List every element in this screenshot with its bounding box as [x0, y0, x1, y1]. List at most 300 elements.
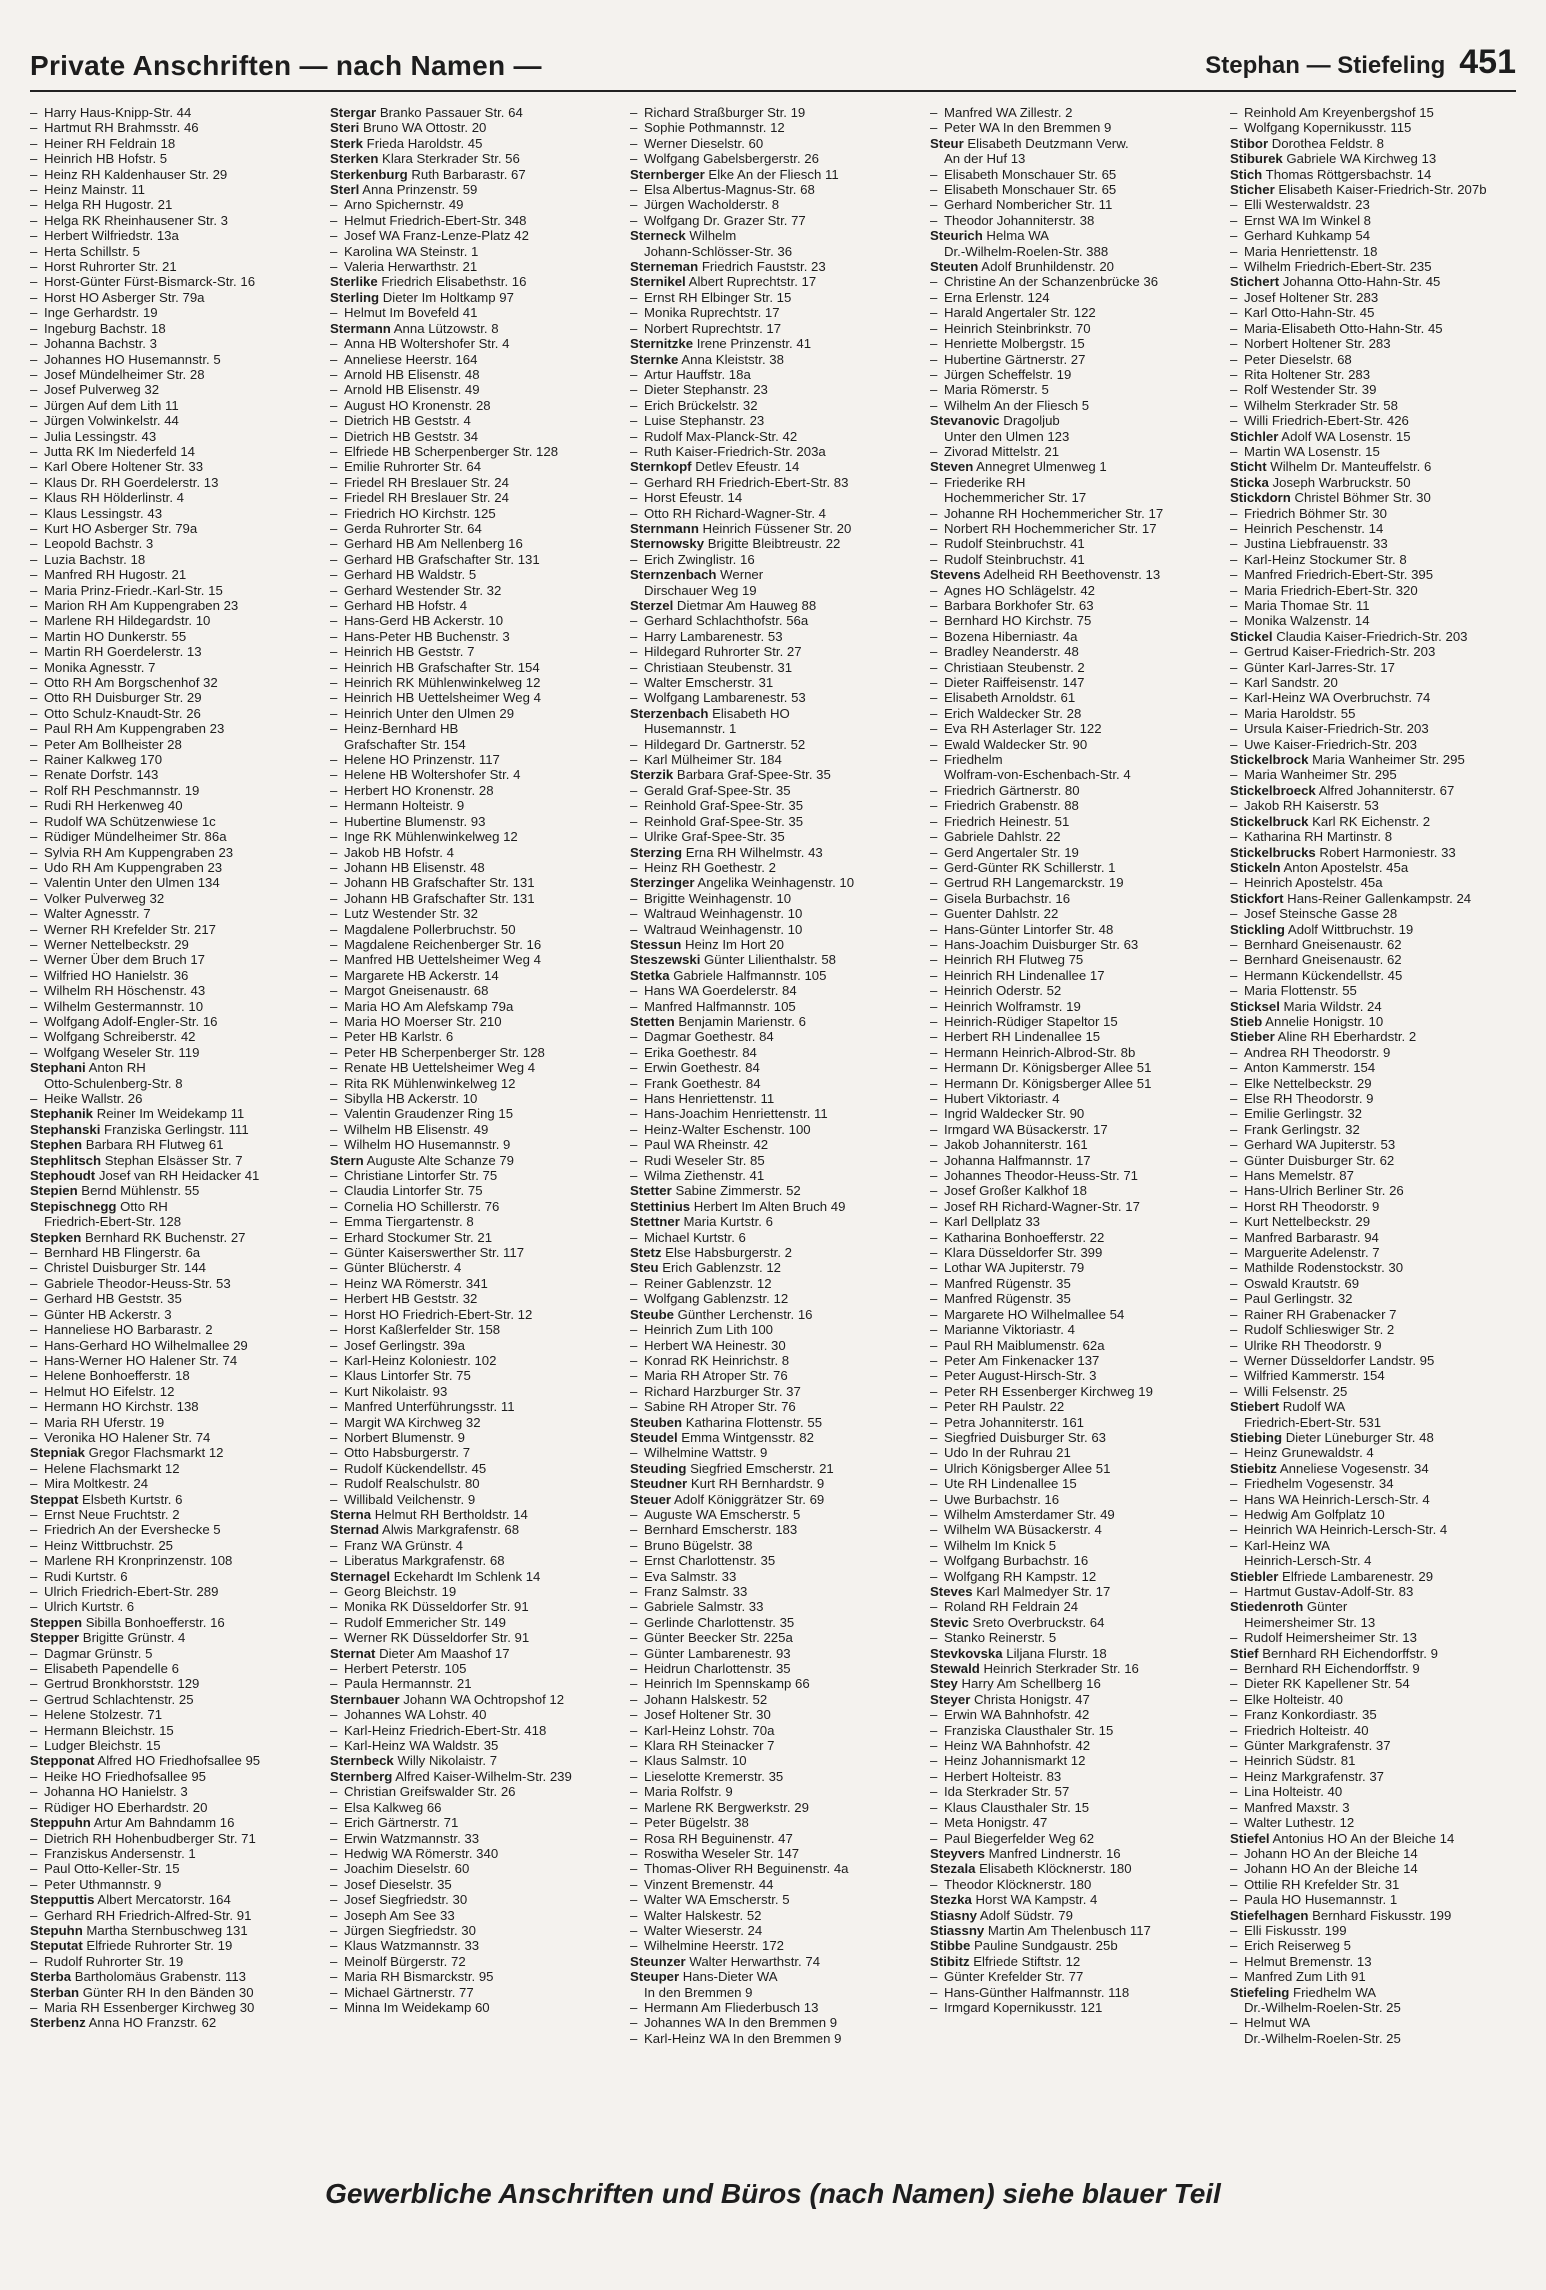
list-item: – Heinz WA Römerstr. 341	[330, 1276, 616, 1291]
list-item: – Josef Großer Kalkhof 18	[930, 1183, 1216, 1198]
list-item: – Thomas-Oliver RH Beguinenstr. 4a	[630, 1861, 916, 1876]
surname: Stiefeling	[1230, 1984, 1290, 2000]
list-item: – Wilhelmine Heerstr. 172	[630, 1938, 916, 1953]
surname-entry	[30, 1492, 316, 1507]
list-item: – Ewald Waldecker Str. 90	[930, 737, 1216, 752]
entry-details: Anna Kleiststr. 38	[678, 351, 784, 367]
list-item: – Marlene RH Kronprinzenstr. 108	[30, 1553, 316, 1568]
entry-details: Martha Sternbuschweg 131	[82, 1922, 248, 1938]
surname-entry	[930, 1908, 1216, 1923]
surname-entry	[930, 1846, 1216, 1861]
list-item: – Reinhold Graf-Spee-Str. 35	[630, 798, 916, 813]
list-item: – Wilhelm An der Fliesch 5	[930, 398, 1216, 413]
list-item: – Lutz Westender Str. 32	[330, 906, 616, 921]
list-item: – Josef Siegfriedstr. 30	[330, 1892, 616, 1907]
surname: Stey	[930, 1676, 958, 1692]
list-item: – Peter HB Scherpenberger Str. 128	[330, 1045, 616, 1060]
list-item: – Dieter RK Kapellener Str. 54	[1230, 1676, 1516, 1691]
list-item: – Gertrud Kaiser-Friedrich-Str. 203	[1230, 644, 1516, 659]
surname-entry	[930, 1661, 1216, 1676]
list-item: – Jürgen Auf dem Lith 11	[30, 398, 316, 413]
page-number: 451	[1459, 43, 1516, 81]
list-item: – Heinz Mainstr. 11	[30, 182, 316, 197]
list-item: – Heinrich Apostelstr. 45a	[1230, 875, 1516, 890]
surname-entry	[1230, 182, 1516, 197]
list-item: – Klaus Salmstr. 10	[630, 1753, 916, 1768]
entry-details: Liljana Flurstr. 18	[1002, 1645, 1107, 1661]
surname-entry	[1230, 783, 1516, 798]
surname-entry	[630, 1214, 916, 1229]
entry-continuation: Wolfram-von-Eschenbach-Str. 4	[944, 767, 1131, 783]
surname-entry	[930, 1584, 1216, 1599]
surname-entry	[1230, 1908, 1516, 1923]
list-item: – Hans Memelstr. 87	[1230, 1168, 1516, 1183]
list-item: – Jakob HB Hofstr. 4	[330, 845, 616, 860]
list-item: – Hans-Peter HB Buchenstr. 3	[330, 629, 616, 644]
surname-entry	[1230, 1399, 1516, 1414]
list-item: – Helene Stolzestr. 71	[30, 1707, 316, 1722]
list-item: – Minna Im Weidekamp 60	[330, 2000, 616, 2015]
entry-details: Walter Herwarthstr. 74	[685, 1953, 821, 1969]
list-item: – Rudolf Schlieswiger Str. 2	[1230, 1322, 1516, 1337]
list-item: – Auguste WA Emscherstr. 5	[630, 1507, 916, 1522]
surname-entry	[30, 1183, 316, 1198]
list-item: – Johanna Bachstr. 3	[30, 336, 316, 351]
list-item: – Gertrud Schlachtenstr. 25	[30, 1692, 316, 1707]
surname-entry	[630, 968, 916, 983]
list-item: – Wolfgang Gablenzstr. 12	[630, 1291, 916, 1306]
list-item: – Manfred Maxstr. 3	[1230, 1800, 1516, 1815]
surname: Stieber	[1230, 1029, 1275, 1045]
surname: Steudel	[630, 1429, 678, 1445]
entry-details: Rudolf WA	[1279, 1399, 1346, 1415]
surname-entry	[630, 937, 916, 952]
list-item: – Paul RH Am Kuppengraben 23	[30, 721, 316, 736]
surname-entry	[630, 1245, 916, 1260]
entry-details: Brigitte Grünstr. 4	[79, 1630, 186, 1646]
list-item: – Dagmar Grünstr. 5	[30, 1646, 316, 1661]
list-item: – Paul WA Rheinstr. 42	[630, 1137, 916, 1152]
surname-entry	[30, 1938, 316, 1953]
surname-entry	[30, 1060, 316, 1075]
surname: Stiefel	[1230, 1830, 1270, 1846]
surname-entry	[630, 352, 916, 367]
list-item: – Margarete HO Wilhelmallee 54	[930, 1307, 1216, 1322]
list-item: – Margit WA Kirchweg 32	[330, 1415, 616, 1430]
list-item: – Walter Luthestr. 12	[1230, 1815, 1516, 1830]
list-item: – Ludger Bleichstr. 15	[30, 1738, 316, 1753]
list-item: – Katharina Bonhoefferstr. 22	[930, 1230, 1216, 1245]
list-item: – Friedrich HO Kirchstr. 125	[330, 506, 616, 521]
surname-entry	[330, 1569, 616, 1584]
surname: Stergar	[330, 105, 377, 120]
list-item: – Kurt Nettelbeckstr. 29	[1230, 1214, 1516, 1229]
list-item: – Ulrich Königsberger Allee 51	[930, 1461, 1216, 1476]
list-item: – Maria Prinz-Friedr.-Karl-Str. 15	[30, 583, 316, 598]
list-item: – Peter RH Paulstr. 22	[930, 1399, 1216, 1414]
surname: Stessun	[630, 936, 682, 952]
list-item: – Werner Nettelbeckstr. 29	[30, 937, 316, 952]
surname: Stepper	[30, 1630, 80, 1646]
list-item: – Bruno Bügelstr. 38	[630, 1538, 916, 1553]
surname-entry	[30, 1892, 316, 1907]
list-item: – Jürgen Wacholderstr. 8	[630, 197, 916, 212]
list-item: – Günter Kaiserswerther Str. 117	[330, 1245, 616, 1260]
list-item: – Elfriede HB Scherpenberger Str. 128	[330, 444, 616, 459]
list-item: – Manfred HB Uettelsheimer Weg 4	[330, 952, 616, 967]
surname-entry	[1230, 1985, 1516, 2000]
list-item: – Hermann Dr. Königsberger Allee 51	[930, 1060, 1216, 1075]
surname-entry	[630, 567, 916, 582]
list-item: – Franziska Clausthaler Str. 15	[930, 1723, 1216, 1738]
list-item: – Werner RK Düsseldorfer Str. 91	[330, 1630, 616, 1645]
entry-details: Angelika Weinhagenstr. 10	[694, 875, 855, 891]
list-item: – Bernhard RH Eichendorffstr. 9	[1230, 1661, 1516, 1676]
list-item: – Wolfgang Gabelsbergerstr. 26	[630, 151, 916, 166]
surname-entry	[930, 1892, 1216, 1907]
list-item: – Gerhard RH Friedrich-Ebert-Str. 83	[630, 475, 916, 490]
surname-entry	[330, 1507, 616, 1522]
list-item: – Helmut Friedrich-Ebert-Str. 348	[330, 213, 616, 228]
list-item: – Maria RH Essenberger Kirchweg 30	[30, 2000, 316, 2015]
entry-details: Adolf Brunhildenstr. 20	[978, 259, 1114, 275]
surname-entry	[930, 1692, 1216, 1707]
list-item: – Christine An der Schanzenbrücke 36	[930, 274, 1216, 289]
list-item: – Hans WA Heinrich-Lersch-Str. 4	[1230, 1492, 1516, 1507]
list-item: – Wilhelm Gestermannstr. 10	[30, 999, 316, 1014]
entry-continuation: Dr.-Wilhelm-Roelen-Str. 25	[1244, 1999, 1401, 2015]
entry-details: Christel Böhmer Str. 30	[1290, 490, 1431, 506]
surname-entry	[930, 1923, 1216, 1938]
header-section-title: Private Anschriften — nach Namen —	[30, 50, 542, 81]
list-item: – Heinrich RK Mühlenwinkelweg 12	[330, 675, 616, 690]
surname: Stichert	[1230, 274, 1280, 290]
entry-details: Irene Prinzenstr. 41	[693, 336, 812, 352]
list-item: – Karl-Heinz Koloniestr. 102	[330, 1353, 616, 1368]
surname-entry	[330, 321, 616, 336]
list-item: – Hans-Günther Halfmannstr. 118	[930, 1985, 1216, 2000]
list-item: – Theodor Klöcknerstr. 180	[930, 1877, 1216, 1892]
list-item: – Bernhard Emscherstr. 183	[630, 1522, 916, 1537]
list-item: – Hermann HO Kirchstr. 138	[30, 1399, 316, 1414]
list-item: – Margarete HB Ackerstr. 14	[330, 968, 616, 983]
list-item: – Julia Lessingstr. 43	[30, 429, 316, 444]
entry-continuation: Husemannstr. 1	[644, 721, 737, 737]
list-item: – Gerhard HB Grafschafter Str. 131	[330, 552, 616, 567]
entry-details: Albert Ruprechtstr. 17	[685, 274, 817, 290]
list-item: – Uwe Kaiser-Friedrich-Str. 203	[1230, 737, 1516, 752]
list-item: – Sylvia RH Am Kuppengraben 23	[30, 845, 316, 860]
entry-details: Adelheid RH Beethovenstr. 13	[980, 567, 1161, 583]
list-item: – Herta Schillstr. 5	[30, 244, 316, 259]
surname-entry	[330, 167, 616, 182]
list-item: – Valeria Herwarthstr. 21	[330, 259, 616, 274]
entry-details: Brigitte Bleibtreustr. 22	[704, 536, 841, 552]
surname-entry	[930, 1646, 1216, 1661]
surname-entry	[30, 1630, 316, 1645]
entry-details: Sibilla Bonhoefferstr. 16	[82, 1614, 225, 1630]
list-item: – Hermann Heinrich-Albrod-Str. 8b	[930, 1045, 1216, 1060]
entry-details: Anton RH	[85, 1060, 146, 1076]
list-item: – Gabriele Theodor-Heuss-Str. 53	[30, 1276, 316, 1291]
entry-details: Stephan Elsässer Str. 7	[101, 1152, 243, 1168]
list-item: – Heike Wallstr. 26	[30, 1091, 316, 1106]
surname-entry	[30, 1815, 316, 1830]
list-item: – Rudi Kurtstr. 6	[30, 1569, 316, 1584]
list-item: – Martin RH Goerdelerstr. 13	[30, 644, 316, 659]
list-item: – Theodor Johanniterstr. 38	[930, 213, 1216, 228]
surname-entry	[1230, 151, 1516, 166]
list-item: – Elsa Albertus-Magnus-Str. 68	[630, 182, 916, 197]
list-item: – Helene HB Woltershofer Str. 4	[330, 767, 616, 782]
surname-entry	[30, 1985, 316, 2000]
surname: Stiebler	[1230, 1568, 1279, 1584]
list-item: – Rudolf Kückendellstr. 45	[330, 1461, 616, 1476]
surname: Sterban	[30, 1984, 80, 2000]
surname: Sterken	[330, 151, 379, 167]
list-item: – Ingeburg Bachstr. 18	[30, 321, 316, 336]
entry-details: Maria Wanheimer Str. 295	[1308, 752, 1465, 768]
list-item: – Maria Wanheimer Str. 295	[1230, 767, 1516, 782]
list-item: – Heidrun Charlottenstr. 35	[630, 1661, 916, 1676]
list-item: – Manfred WA Zillestr. 2	[930, 105, 1216, 120]
list-item: – Irmgard WA Büsackerstr. 17	[930, 1122, 1216, 1137]
entry-details: Bernhard RK Buchenstr. 27	[81, 1229, 246, 1245]
list-item: – Herbert HO Kronenstr. 28	[330, 783, 616, 798]
list-item: – Hildegard Dr. Gartnerstr. 52	[630, 737, 916, 752]
surname: Stiebing	[1230, 1429, 1283, 1445]
list-item: – Jutta RK Im Niederfeld 14	[30, 444, 316, 459]
surname: Stezala	[930, 1861, 976, 1877]
list-item: – Helmut Bremenstr. 13	[1230, 1954, 1516, 1969]
list-item: – Ernst Charlottenstr. 35	[630, 1553, 916, 1568]
list-item: – Cornelia HO Schillerstr. 76	[330, 1199, 616, 1214]
surname: Steppat	[30, 1491, 79, 1507]
entry-details: Johann WA Ochtropshof 12	[399, 1691, 565, 1707]
list-item: – Karl Otto-Hahn-Str. 45	[1230, 305, 1516, 320]
list-item: – Luise Stephanstr. 23	[630, 413, 916, 428]
entry-details: Günter	[1303, 1599, 1348, 1615]
surname: Stermann	[330, 320, 391, 336]
surname: Sternmann	[630, 520, 699, 536]
surname-entry	[1230, 999, 1516, 1014]
list-item: – Heinz-Walter Eschenstr. 100	[630, 1122, 916, 1137]
entry-continuation: Friedrich-Ebert-Str. 128	[44, 1214, 182, 1230]
list-item: – Elisabeth Papendelle 6	[30, 1661, 316, 1676]
list-item: – Bozena Hiberniastr. 4a	[930, 629, 1216, 644]
list-item: – Christel Duisburger Str. 144	[30, 1260, 316, 1275]
entry-details: Alfred Kaiser-Wilhelm-Str. 239	[392, 1768, 572, 1784]
list-item: – Wolfgang Schreiberstr. 42	[30, 1029, 316, 1044]
surname-entry	[630, 875, 916, 890]
list-item: – Klaus Lessingstr. 43	[30, 506, 316, 521]
surname: Sterling	[330, 289, 380, 305]
surname-entry	[1230, 136, 1516, 151]
entry-continuation: Dirschauer Weg 19	[644, 582, 757, 598]
list-item: – Walter Wieserstr. 24	[630, 1923, 916, 1938]
list-item: – Josef Gerlingstr. 39a	[330, 1338, 616, 1353]
list-item: – Marion RH Am Kuppengraben 23	[30, 598, 316, 613]
surname-entry	[1230, 1461, 1516, 1476]
list-item: – Magdalene Pollerbruchstr. 50	[330, 922, 616, 937]
list-item: – Valentin Unter den Ulmen 134	[30, 875, 316, 890]
surname-entry	[1230, 490, 1516, 505]
entry-details: Wilhelm	[685, 228, 737, 244]
entry-details: Katharina Flottenstr. 55	[682, 1414, 823, 1430]
surname-entry	[630, 952, 916, 967]
list-item: – Karl-Heinz WA	[1230, 1538, 1516, 1553]
list-item: – Meta Honigstr. 47	[930, 1815, 1216, 1830]
surname-entry	[330, 182, 616, 197]
list-item: – Brigitte Weinhagenstr. 10	[630, 891, 916, 906]
list-item: – Peter Dieselstr. 68	[1230, 352, 1516, 367]
list-item: – Maria Thomae Str. 11	[1230, 598, 1516, 613]
list-item: – Erich Reiserweg 5	[1230, 1938, 1516, 1953]
surname: Sternitzke	[630, 336, 694, 352]
surname-entry	[30, 1969, 316, 1984]
surname-entry	[330, 1153, 616, 1168]
list-item: – Siegfried Duisburger Str. 63	[930, 1430, 1216, 1445]
surname: Stepken	[30, 1229, 82, 1245]
list-item: – Konrad RK Heinrichstr. 8	[630, 1353, 916, 1368]
surname-entry	[630, 1307, 916, 1322]
surname-entry	[330, 290, 616, 305]
list-item: – Renate Dorfstr. 143	[30, 767, 316, 782]
entry-details: Dieter Am Maashof 17	[375, 1645, 510, 1661]
entry-details: Erna RH Wilhelmstr. 43	[682, 844, 823, 860]
list-item: – Johann HB Grafschafter Str. 131	[330, 875, 616, 890]
surname-entry	[1230, 167, 1516, 182]
list-item: – Mathilde Rodenstockstr. 30	[1230, 1260, 1516, 1275]
entry-details: Branko Passauer Str. 64	[376, 105, 523, 120]
entry-details: Karl RK Eichenstr. 2	[1308, 813, 1431, 829]
surname-entry	[630, 521, 916, 536]
entry-details: Josef van RH Heidacker 41	[95, 1168, 260, 1184]
list-item: – Rüdiger Mündelheimer Str. 86a	[30, 829, 316, 844]
list-item: – Otto RH Duisburger Str. 29	[30, 690, 316, 705]
list-item: – Gabriele Salmstr. 33	[630, 1599, 916, 1614]
list-item: – Heinrich HB Hofstr. 5	[30, 151, 316, 166]
entry-continuation: Otto-Schulenberg-Str. 8	[44, 1075, 183, 1091]
surname: Stickeln	[1230, 859, 1281, 875]
surname: Stiassny	[930, 1922, 985, 1938]
entry-details: Günter RH In den Bänden 30	[79, 1984, 254, 2000]
entry-details: Hans-Reiner Gallenkampstr. 24	[1283, 890, 1472, 906]
list-item: – Heike HO Friedhofsallee 95	[30, 1769, 316, 1784]
surname: Steppen	[30, 1614, 83, 1630]
entry-details: Adolf Wittbruchstr. 19	[1284, 921, 1414, 937]
list-item: – Eva Salmstr. 33	[630, 1569, 916, 1584]
list-item: – Josef Dieselstr. 35	[330, 1877, 616, 1892]
list-item: – Monika RK Düsseldorfer Str. 91	[330, 1599, 616, 1614]
surname: Steuben	[630, 1414, 683, 1430]
list-item: – Elli Westerwaldstr. 23	[1230, 197, 1516, 212]
list-item: – Wilhelmine Wattstr. 9	[630, 1445, 916, 1460]
surname-entry	[630, 336, 916, 351]
list-item: – Wilma Ziethenstr. 41	[630, 1168, 916, 1183]
surname: Stevic	[930, 1614, 969, 1630]
list-item: – Ulrich Friedrich-Ebert-Str. 289	[30, 1584, 316, 1599]
list-item: – Ottilie RH Krefelder Str. 31	[1230, 1877, 1516, 1892]
list-item: – Monika Agnesstr. 7	[30, 660, 316, 675]
list-item: – Friedrich Böhmer Str. 30	[1230, 506, 1516, 521]
surname: Sticht	[1230, 459, 1267, 475]
surname-entry	[630, 167, 916, 182]
entry-continuation: Dr.-Wilhelm-Roelen-Str. 388	[944, 243, 1109, 259]
list-item: – Willi Friedrich-Ebert-Str. 426	[1230, 413, 1516, 428]
list-item: – Arno Spichernstr. 49	[330, 197, 616, 212]
list-item: – Erna Erlenstr. 124	[930, 290, 1216, 305]
surname: Stephen	[30, 1137, 83, 1153]
list-item: – Sophie Pothmannstr. 12	[630, 120, 916, 135]
list-item: – Udo RH Am Kuppengraben 23	[30, 860, 316, 875]
list-item: – Hermann Holteistr. 9	[330, 798, 616, 813]
list-item: – Waltraud Weinhagenstr. 10	[630, 906, 916, 921]
list-item: – Dietrich RH Hohenbudberger Str. 71	[30, 1831, 316, 1846]
entry-details: Helmut RH Bertholdstr. 14	[371, 1506, 528, 1522]
list-item: – Helmut Im Bovefeld 41	[330, 305, 616, 320]
entry-details: Anneliese Vogesenstr. 34	[1276, 1460, 1429, 1476]
list-item: – Emilie Ruhrorter Str. 64	[330, 459, 616, 474]
list-item: – Wolfgang Burbachstr. 16	[930, 1553, 1216, 1568]
surname: Sticka	[1230, 474, 1269, 490]
column-5	[1230, 105, 1516, 2140]
entry-details: Anna Lützowstr. 8	[390, 320, 499, 336]
surname: Sterba	[30, 1969, 72, 1985]
list-item: – Horst Efeustr. 14	[630, 490, 916, 505]
list-item: – Johanna HO Hanielstr. 3	[30, 1784, 316, 1799]
list-item: – Gerlinde Charlottenstr. 35	[630, 1615, 916, 1630]
entry-details: Maria Wildstr. 24	[1279, 998, 1382, 1014]
list-item: – Johannes HO Husemannstr. 5	[30, 352, 316, 367]
list-item: – Josef Mündelheimer Str. 28	[30, 367, 316, 382]
list-item: – Hans-Ulrich Berliner Str. 26	[1230, 1183, 1516, 1198]
list-item: – Wilfried HO Hanielstr. 36	[30, 968, 316, 983]
entry-details: Bernhard Fiskusstr. 199	[1308, 1907, 1452, 1923]
surname: Steube	[630, 1306, 674, 1322]
surname: Stich	[1230, 166, 1263, 182]
surname-entry	[630, 459, 916, 474]
list-item: – Ernst Neue Fruchtstr. 2	[30, 1507, 316, 1522]
surname: Steunzer	[630, 1953, 686, 1969]
entry-details: Günter Lilienthalstr. 58	[700, 952, 836, 968]
list-item: – Hans WA Goerdelerstr. 84	[630, 983, 916, 998]
entry-details: Barbara Graf-Spee-Str. 35	[673, 767, 831, 783]
surname-entry	[30, 1137, 316, 1152]
list-item: – Elsa Kalkweg 66	[330, 1800, 616, 1815]
list-item: – Harald Angertaler Str. 122	[930, 305, 1216, 320]
list-item: – Meinolf Bürgerstr. 72	[330, 1954, 616, 1969]
entry-continuation: Grafschafter Str. 154	[344, 736, 466, 752]
surname-entry	[330, 151, 616, 166]
surname: Stephanik	[30, 1106, 94, 1122]
list-item: – Oswald Krautstr. 69	[1230, 1276, 1516, 1291]
surname-entry	[930, 1938, 1216, 1953]
list-item: – Gerald Graf-Spee-Str. 35	[630, 783, 916, 798]
surname: Sternowsky	[630, 536, 705, 552]
surname: Stickelbruck	[1230, 813, 1309, 829]
surname-entry	[630, 706, 916, 721]
list-item: – Johannes WA Lohstr. 40	[330, 1707, 616, 1722]
list-item: – Johann Halskestr. 52	[630, 1692, 916, 1707]
surname: Stezka	[930, 1892, 972, 1908]
surname: Sternke	[630, 351, 679, 367]
list-item: – Ernst WA Im Winkel 8	[1230, 213, 1516, 228]
list-item: – Else RH Theodorstr. 9	[1230, 1091, 1516, 1106]
surname: Sticher	[1230, 182, 1275, 198]
list-item: – Martin WA Losenstr. 15	[1230, 444, 1516, 459]
surname: Stephanski	[30, 1121, 101, 1137]
